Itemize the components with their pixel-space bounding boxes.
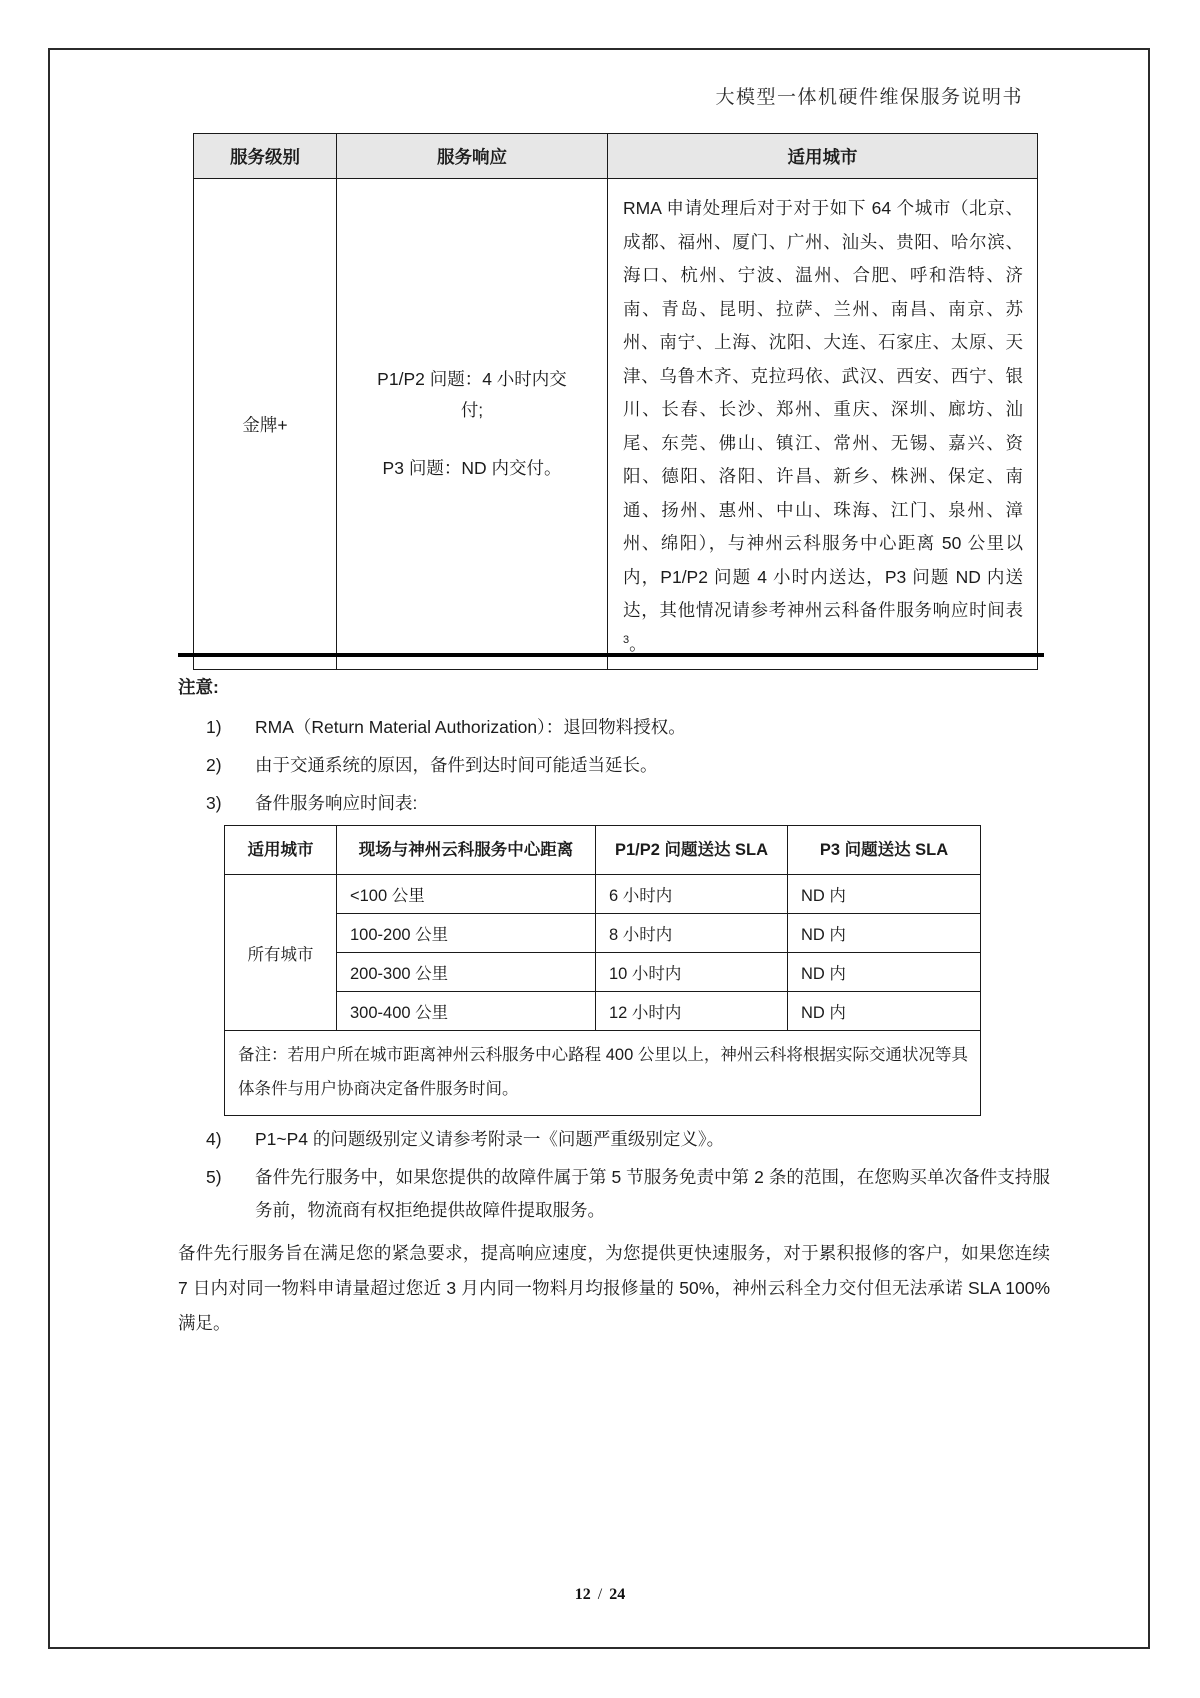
p1p2-sla-value: 8 小时内 [596, 914, 788, 953]
header-p3-sla: P3 问题送达 SLA [788, 826, 981, 875]
section-divider-rule [178, 653, 1044, 657]
sla-row-1 [225, 875, 981, 914]
header-city-scope: 适用城市 [225, 826, 337, 875]
distance-value: 200-300 公里 [337, 953, 596, 992]
p3-sla-value: ND 内 [788, 875, 981, 914]
page-footer [0, 1586, 1200, 1604]
header-service-level: 服务级别 [194, 134, 337, 179]
header-p1p2-sla: P1/P2 问题送达 SLA [596, 826, 788, 875]
note-item-1 [178, 711, 1050, 744]
distance-value: 300-400 公里 [337, 992, 596, 1031]
note-item-4 [178, 1123, 1050, 1156]
note-item-3 [178, 787, 1050, 820]
note-text: P1~P4 的问题级别定义请参考附录一《问题严重级别定义》。 [255, 1129, 725, 1149]
total-page-number: 24 [609, 1586, 626, 1603]
header-service-response: 服务响应 [337, 134, 608, 179]
note-text: 由于交通系统的原因，备件到达时间可能适当延长。 [255, 755, 658, 775]
note-number: 3) [206, 793, 222, 813]
closing-paragraph: 备件先行服务旨在满足您的紧急要求，提高响应速度，为您提供更快速服务，对于累积报修的客户，如果您连续 7 日内对同一物料申请量超过您近 3 月内同一物料月均报修量的 50%，神州云科全力交付但无法承诺 SLA 100%满足。 [178, 1243, 1050, 1333]
sla-table-header-row [225, 826, 981, 875]
sla-remark-row [225, 1031, 981, 1116]
note-number: 5) [206, 1167, 222, 1187]
response-p1p2: P1/P2 问题：4 小时内交付; [377, 369, 567, 420]
applicable-cities-value [608, 179, 1038, 670]
cities-text: RMA 申请处理后对于对于如下 64 个城市（北京、成都、福州、厦门、广州、汕头、贵阳、哈尔滨、海口、杭州、宁波、温州、合肥、呼和浩特、济南、青岛、昆明、拉萨、兰州、南昌、南京、苏州、南宁、上海、沈阳、大连、石家庄、太原、天津、乌鲁木齐、克拉玛依、武汉、西安、西宁、银川、长春、长沙、郑州、重庆、深圳、廊坊、汕尾、东莞、佛山、镇江、常州、无锡、嘉兴、资阳、德阳、洛阳、许昌、新乡、株洲、保定、南通、扬州、惠州、中山、珠海、江门、泉州、漳州、绵阳），与神州云科服务中心距离 50 公里以内，P1/P2 问题 4 小时内送达，P3 问题 ND 内送达，其他情况请参考神州云科备件服务响应时间表 [623, 198, 1023, 620]
service-table-header-row [194, 134, 1038, 179]
cities-text-tail: 。 [629, 633, 647, 654]
sla-row-3 [225, 953, 981, 992]
p1p2-sla-value: 6 小时内 [596, 875, 788, 914]
sla-row-2 [225, 914, 981, 953]
p3-sla-value: ND 内 [788, 914, 981, 953]
current-page-number: 12 [574, 1586, 591, 1603]
note-text: RMA（Return Material Authorization）：退回物料授权。 [255, 717, 686, 737]
city-scope-value: 所有城市 [225, 875, 337, 1031]
distance-value: <100 公里 [337, 875, 596, 914]
notes-section [178, 672, 1050, 1341]
page-number-separator: / [597, 1586, 603, 1603]
sla-row-4 [225, 992, 981, 1031]
note-number: 1) [206, 717, 222, 737]
notes-heading: 注意: [178, 677, 219, 697]
footnote-ref-3: 3 [623, 633, 630, 646]
response-p3: P3 问题：ND 内交付。 [382, 458, 562, 478]
note-item-2 [178, 749, 1050, 782]
document-header-title: 大模型一体机硬件维保服务说明书 [715, 87, 1023, 108]
note-number: 2) [206, 755, 222, 775]
p1p2-sla-value: 10 小时内 [596, 953, 788, 992]
p1p2-sla-value: 12 小时内 [596, 992, 788, 1031]
note-text: 备件服务响应时间表: [255, 793, 418, 813]
p3-sla-value: ND 内 [788, 992, 981, 1031]
service-level-table [193, 133, 1038, 670]
service-response-value [337, 179, 608, 670]
note-item-5 [178, 1161, 1050, 1227]
header-distance: 现场与神州云科服务中心距离 [337, 826, 596, 875]
p3-sla-value: ND 内 [788, 953, 981, 992]
spare-parts-sla-table [224, 825, 981, 1116]
sla-table-remark: 备注：若用户所在城市距离神州云科服务中心路程 400 公里以上，神州云科将根据实际交通状况等具体条件与用户协商决定备件服务时间。 [225, 1031, 981, 1116]
header-applicable-cities: 适用城市 [608, 134, 1038, 179]
service-level-value: 金牌+ [194, 179, 337, 670]
note-number: 4) [206, 1129, 222, 1149]
distance-value: 100-200 公里 [337, 914, 596, 953]
note-text: 备件先行服务中，如果您提供的故障件属于第 5 节服务免责中第 2 条的范围，在您购买单次备件支持服务前，物流商有权拒绝提供故障件提取服务。 [255, 1167, 1050, 1220]
service-table-row [194, 179, 1038, 670]
